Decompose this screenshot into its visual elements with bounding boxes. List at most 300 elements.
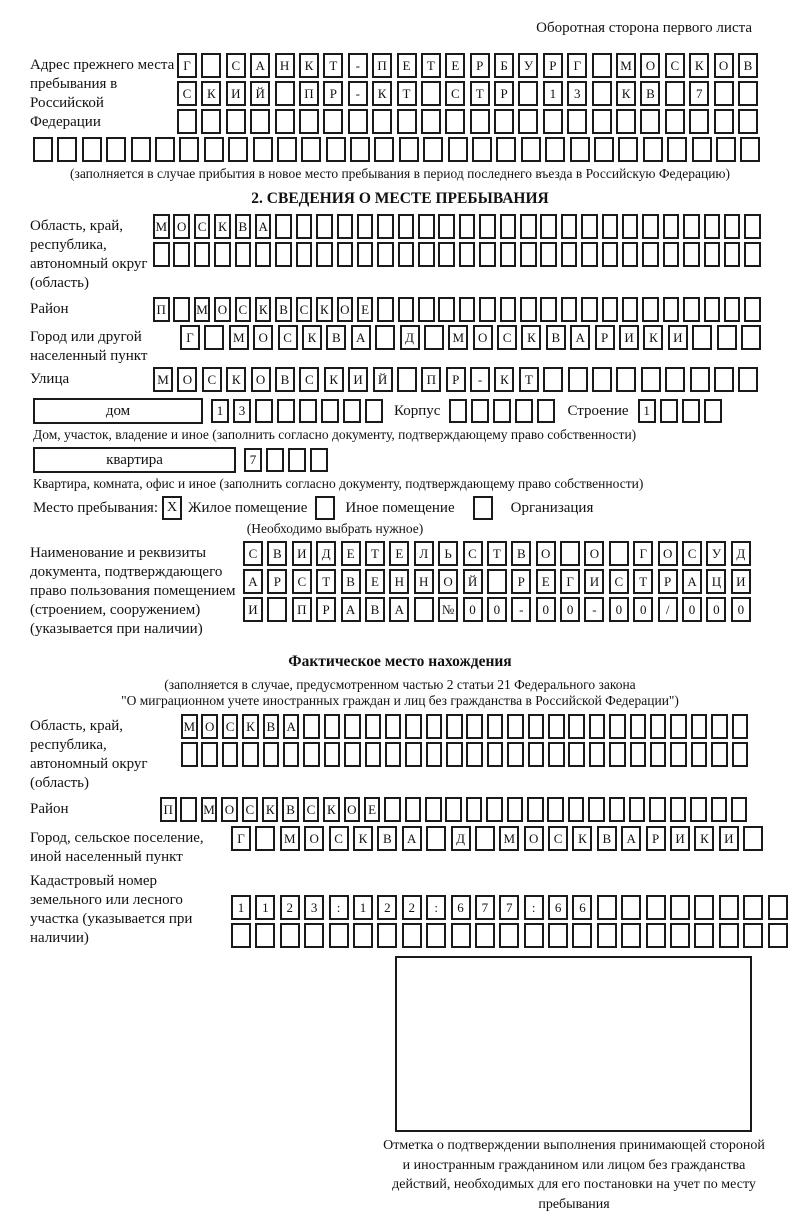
- char-box: [711, 797, 728, 822]
- char-box: 0: [633, 597, 653, 622]
- char-box: С: [177, 81, 197, 106]
- char-box: К: [201, 81, 221, 106]
- char-box: 6: [572, 895, 592, 920]
- char-box: [524, 923, 544, 948]
- char-box: Г: [567, 53, 587, 78]
- checkbox-organization: [473, 496, 493, 520]
- char-box: Р: [646, 826, 666, 851]
- char-box: 3: [304, 895, 324, 920]
- char-box: Е: [389, 541, 409, 566]
- char-box: [694, 923, 714, 948]
- char-box: [375, 325, 395, 350]
- char-box: [719, 923, 739, 948]
- char-box: 0: [731, 597, 751, 622]
- char-box: [665, 81, 685, 106]
- char-box: К: [316, 297, 333, 322]
- char-box: И: [619, 325, 639, 350]
- char-box: [665, 109, 685, 134]
- char-box: [479, 242, 496, 267]
- char-box: [597, 923, 617, 948]
- char-box: [475, 826, 495, 851]
- char-box: А: [621, 826, 641, 851]
- previous-address-row-3: [177, 109, 758, 134]
- char-box: [768, 923, 788, 948]
- char-box: [548, 923, 568, 948]
- char-box: [399, 137, 419, 162]
- char-box: Е: [397, 53, 417, 78]
- char-box: [568, 714, 585, 739]
- char-box: [326, 137, 346, 162]
- char-box: [609, 541, 629, 566]
- char-box: [537, 399, 555, 423]
- char-box: [310, 448, 328, 472]
- char-box: №: [438, 597, 458, 622]
- char-box: И: [668, 325, 688, 350]
- char-box: [694, 895, 714, 920]
- char-box: Т: [633, 569, 653, 594]
- char-box: Г: [633, 541, 653, 566]
- char-box: Ь: [438, 541, 458, 566]
- region-field: [30, 214, 770, 293]
- char-box: [242, 742, 259, 767]
- city-row: [180, 325, 761, 350]
- char-box: 7: [499, 895, 519, 920]
- char-box: В: [275, 367, 295, 392]
- previous-address-row-1: [177, 53, 758, 78]
- char-box: [663, 242, 680, 267]
- previous-address-label: Адрес прежнего места пребывания в Российской Федерации: [30, 57, 175, 130]
- char-box: М: [616, 53, 636, 78]
- char-box: О: [173, 214, 190, 239]
- cadastre-field: [30, 869, 770, 948]
- char-box: [665, 367, 685, 392]
- char-box: [337, 242, 354, 267]
- char-box: [472, 137, 492, 162]
- char-box: [304, 923, 324, 948]
- char-box: [446, 742, 463, 767]
- char-box: [670, 923, 690, 948]
- char-box: [449, 399, 467, 423]
- char-box: [690, 367, 710, 392]
- char-box: [650, 742, 667, 767]
- char-box: [609, 797, 626, 822]
- house-widebox: дом: [33, 398, 203, 424]
- char-box: Р: [595, 325, 615, 350]
- street-field: [30, 367, 770, 392]
- char-box: Д: [316, 541, 336, 566]
- char-box: [602, 297, 619, 322]
- char-box: [357, 242, 374, 267]
- char-box: [201, 53, 221, 78]
- char-box: 7: [244, 448, 262, 472]
- char-box: [543, 367, 563, 392]
- char-box: С: [242, 797, 259, 822]
- char-box: [528, 714, 545, 739]
- char-box: [609, 742, 626, 767]
- char-box: [426, 923, 446, 948]
- actual-region-field: [30, 714, 770, 793]
- char-box: [683, 242, 700, 267]
- cadastre-row-2: [231, 923, 788, 948]
- char-box: П: [292, 597, 312, 622]
- char-box: С: [665, 53, 685, 78]
- char-box: 0: [682, 597, 702, 622]
- char-box: [299, 109, 319, 134]
- char-box: К: [324, 367, 344, 392]
- document-row-3: [243, 597, 751, 622]
- char-box: [670, 742, 687, 767]
- char-box: [621, 895, 641, 920]
- char-box: [520, 297, 537, 322]
- region-row-2: [153, 242, 761, 267]
- char-box: [743, 895, 763, 920]
- char-box: И: [348, 367, 368, 392]
- char-box: С: [222, 714, 239, 739]
- char-box: [649, 797, 666, 822]
- char-box: [641, 367, 661, 392]
- char-box: [716, 137, 736, 162]
- char-box: [445, 797, 462, 822]
- char-box: К: [299, 53, 319, 78]
- char-box: В: [738, 53, 758, 78]
- char-box: Т: [397, 81, 417, 106]
- char-box: [451, 923, 471, 948]
- char-box: О: [253, 325, 273, 350]
- char-box: [374, 137, 394, 162]
- char-box: В: [640, 81, 660, 106]
- char-box: В: [235, 214, 252, 239]
- char-box: [487, 569, 507, 594]
- char-box: [350, 137, 370, 162]
- char-box: 2: [280, 895, 300, 920]
- char-box: С: [463, 541, 483, 566]
- char-box: М: [181, 714, 198, 739]
- char-box: [253, 137, 273, 162]
- char-box: [719, 895, 739, 920]
- char-box: [540, 214, 557, 239]
- actual-region-row-1: [181, 714, 748, 739]
- char-box: Н: [275, 53, 295, 78]
- char-box: [568, 367, 588, 392]
- char-box: [543, 109, 563, 134]
- city-field: [30, 325, 770, 366]
- char-box: М: [153, 367, 173, 392]
- other-premises-label: Иное помещение: [345, 499, 455, 516]
- char-box: С: [682, 541, 702, 566]
- actual-city-label: Город, сельское поселение, иной населенный пункт: [30, 830, 204, 865]
- char-box: [384, 797, 401, 822]
- actual-district-row: [160, 797, 747, 822]
- char-box: [691, 714, 708, 739]
- char-box: С: [194, 214, 211, 239]
- char-box: [316, 214, 333, 239]
- char-box: Т: [421, 53, 441, 78]
- char-box: [204, 137, 224, 162]
- char-box: [616, 109, 636, 134]
- char-box: [479, 214, 496, 239]
- stamp-area: [395, 956, 752, 1132]
- char-box: [691, 742, 708, 767]
- char-box: [589, 742, 606, 767]
- char-box: А: [250, 53, 270, 78]
- char-box: [177, 109, 197, 134]
- char-box: [704, 214, 721, 239]
- char-box: С: [292, 569, 312, 594]
- char-box: Г: [560, 569, 580, 594]
- char-box: [670, 895, 690, 920]
- char-box: [385, 742, 402, 767]
- house-number-cells: [211, 399, 383, 423]
- char-box: [592, 109, 612, 134]
- char-box: П: [372, 53, 392, 78]
- checkbox-other-premises: [315, 496, 335, 520]
- char-box: [663, 214, 680, 239]
- char-box: [275, 81, 295, 106]
- district-row: [153, 297, 761, 322]
- char-box: [255, 399, 273, 423]
- char-box: [500, 297, 517, 322]
- stroenie-cells: [638, 399, 722, 423]
- char-box: [540, 242, 557, 267]
- char-box: [426, 714, 443, 739]
- char-box: [646, 895, 666, 920]
- char-box: К: [643, 325, 663, 350]
- korpus-label: Корпус: [394, 402, 441, 419]
- korpus-cells: [449, 399, 555, 423]
- char-box: [446, 714, 463, 739]
- char-box: К: [372, 81, 392, 106]
- char-box: [602, 242, 619, 267]
- char-box: [425, 797, 442, 822]
- char-box: [744, 214, 761, 239]
- document-row-2: [243, 569, 751, 594]
- char-box: [622, 242, 639, 267]
- char-box: [572, 923, 592, 948]
- char-box: С: [243, 541, 263, 566]
- char-box: С: [226, 53, 246, 78]
- char-box: [303, 742, 320, 767]
- char-box: 1: [231, 895, 251, 920]
- char-box: [724, 242, 741, 267]
- char-box: 1: [543, 81, 563, 106]
- char-box: [704, 399, 722, 423]
- char-box: [540, 297, 557, 322]
- char-box: [682, 399, 700, 423]
- char-box: [421, 81, 441, 106]
- char-box: С: [278, 325, 298, 350]
- char-box: [423, 137, 443, 162]
- char-box: [548, 714, 565, 739]
- char-box: [622, 297, 639, 322]
- char-box: [57, 137, 77, 162]
- char-box: [324, 714, 341, 739]
- char-box: Р: [543, 53, 563, 78]
- char-box: Р: [267, 569, 287, 594]
- char-box: [155, 137, 175, 162]
- char-box: [204, 325, 224, 350]
- char-box: О: [214, 297, 231, 322]
- char-box: Г: [177, 53, 197, 78]
- char-box: О: [524, 826, 544, 851]
- char-box: [561, 214, 578, 239]
- char-box: Р: [446, 367, 466, 392]
- char-box: [663, 297, 680, 322]
- char-box: [448, 137, 468, 162]
- char-box: А: [283, 714, 300, 739]
- actual-city-row: [231, 826, 763, 851]
- char-box: Б: [494, 53, 514, 78]
- char-box: [201, 742, 218, 767]
- char-box: С: [329, 826, 349, 851]
- char-box: К: [521, 325, 541, 350]
- char-box: [343, 399, 361, 423]
- char-box: Г: [180, 325, 200, 350]
- char-box: [466, 714, 483, 739]
- char-box: [717, 325, 737, 350]
- char-box: О: [536, 541, 556, 566]
- char-box: [581, 242, 598, 267]
- char-box: В: [282, 797, 299, 822]
- char-box: [568, 742, 585, 767]
- char-box: [499, 923, 519, 948]
- char-box: [711, 714, 728, 739]
- char-box: [418, 242, 435, 267]
- char-box: [275, 214, 292, 239]
- residential-label: Жилое помещение: [188, 499, 308, 516]
- char-box: О: [584, 541, 604, 566]
- char-box: [630, 714, 647, 739]
- char-box: [744, 242, 761, 267]
- char-box: [405, 742, 422, 767]
- char-box: [616, 367, 636, 392]
- char-box: О: [473, 325, 493, 350]
- char-box: [642, 214, 659, 239]
- char-box: Й: [250, 81, 270, 106]
- char-box: [507, 797, 524, 822]
- char-box: [194, 242, 211, 267]
- char-box: [724, 214, 741, 239]
- char-box: К: [572, 826, 592, 851]
- char-box: М: [499, 826, 519, 851]
- char-box: С: [445, 81, 465, 106]
- char-box: Д: [731, 541, 751, 566]
- char-box: Т: [470, 81, 490, 106]
- char-box: [275, 242, 292, 267]
- char-box: [738, 81, 758, 106]
- char-box: [493, 399, 511, 423]
- char-box: [402, 923, 422, 948]
- char-box: [589, 714, 606, 739]
- char-box: [377, 297, 394, 322]
- char-box: К: [689, 53, 709, 78]
- char-box: [643, 137, 663, 162]
- char-box: И: [292, 541, 312, 566]
- char-box: [277, 399, 295, 423]
- char-box: С: [299, 367, 319, 392]
- char-box: Е: [536, 569, 556, 594]
- char-box: [398, 214, 415, 239]
- char-box: [704, 242, 721, 267]
- char-box: [561, 297, 578, 322]
- char-box: М: [201, 797, 218, 822]
- char-box: [377, 923, 397, 948]
- char-box: [377, 214, 394, 239]
- stroenie-label: Строение: [567, 402, 629, 419]
- char-box: [438, 214, 455, 239]
- char-box: [500, 214, 517, 239]
- char-box: [704, 297, 721, 322]
- char-box: У: [518, 53, 538, 78]
- char-box: [547, 797, 564, 822]
- char-box: М: [229, 325, 249, 350]
- previous-address-caption: (заполняется в случае прибытия в новое место пребывания в период последнего въезда в Российскую Федерацию): [69, 166, 731, 181]
- char-box: [426, 826, 446, 851]
- char-box: [414, 597, 434, 622]
- stay-type-row: [33, 496, 770, 520]
- char-box: И: [243, 597, 263, 622]
- actual-city-field: [30, 826, 770, 867]
- char-box: А: [243, 569, 263, 594]
- char-box: [181, 742, 198, 767]
- char-box: [494, 109, 514, 134]
- char-box: [255, 923, 275, 948]
- char-box: О: [714, 53, 734, 78]
- char-box: [597, 895, 617, 920]
- char-box: [250, 109, 270, 134]
- actual-location-caption-2: "О миграционном учете иностранных граждан и лиц без гражданства в Российской Федерации"): [121, 693, 679, 708]
- char-box: [768, 895, 788, 920]
- char-box: [459, 242, 476, 267]
- char-box: К: [226, 367, 246, 392]
- checkbox-residential: X: [162, 496, 182, 520]
- char-box: [470, 109, 490, 134]
- char-box: [471, 399, 489, 423]
- actual-district-label: Район: [30, 801, 69, 817]
- char-box: -: [511, 597, 531, 622]
- organization-label: Организация: [510, 499, 594, 516]
- stay-type-caption: (Необходимо выбрать нужное): [246, 521, 424, 536]
- char-box: А: [682, 569, 702, 594]
- char-box: 1: [255, 895, 275, 920]
- char-box: [329, 923, 349, 948]
- char-box: С: [296, 297, 313, 322]
- char-box: [466, 797, 483, 822]
- previous-address-row-4: [33, 137, 770, 162]
- char-box: Ц: [706, 569, 726, 594]
- char-box: [683, 214, 700, 239]
- char-box: [323, 109, 343, 134]
- char-box: [515, 399, 533, 423]
- char-box: 1: [638, 399, 656, 423]
- char-box: [594, 137, 614, 162]
- char-box: [222, 742, 239, 767]
- char-box: 7: [475, 895, 495, 920]
- char-box: И: [719, 826, 739, 851]
- actual-location-caption-1: (заполняется в случае, предусмотренном частью 2 статьи 21 Федерального закона: [164, 677, 636, 692]
- char-box: С: [609, 569, 629, 594]
- char-box: [357, 214, 374, 239]
- char-box: К: [255, 297, 272, 322]
- char-box: [131, 137, 151, 162]
- char-box: [445, 109, 465, 134]
- char-box: [738, 367, 758, 392]
- char-box: П: [299, 81, 319, 106]
- stamp-caption: Отметка о подтверждении выполнения принимающей стороной и иностранным гражданином или лицом без гражданства действий, необходимых для его постановки на учет по месту пребывания: [383, 1138, 765, 1212]
- char-box: Р: [316, 597, 336, 622]
- char-box: Т: [365, 541, 385, 566]
- char-box: [670, 714, 687, 739]
- char-box: [500, 242, 517, 267]
